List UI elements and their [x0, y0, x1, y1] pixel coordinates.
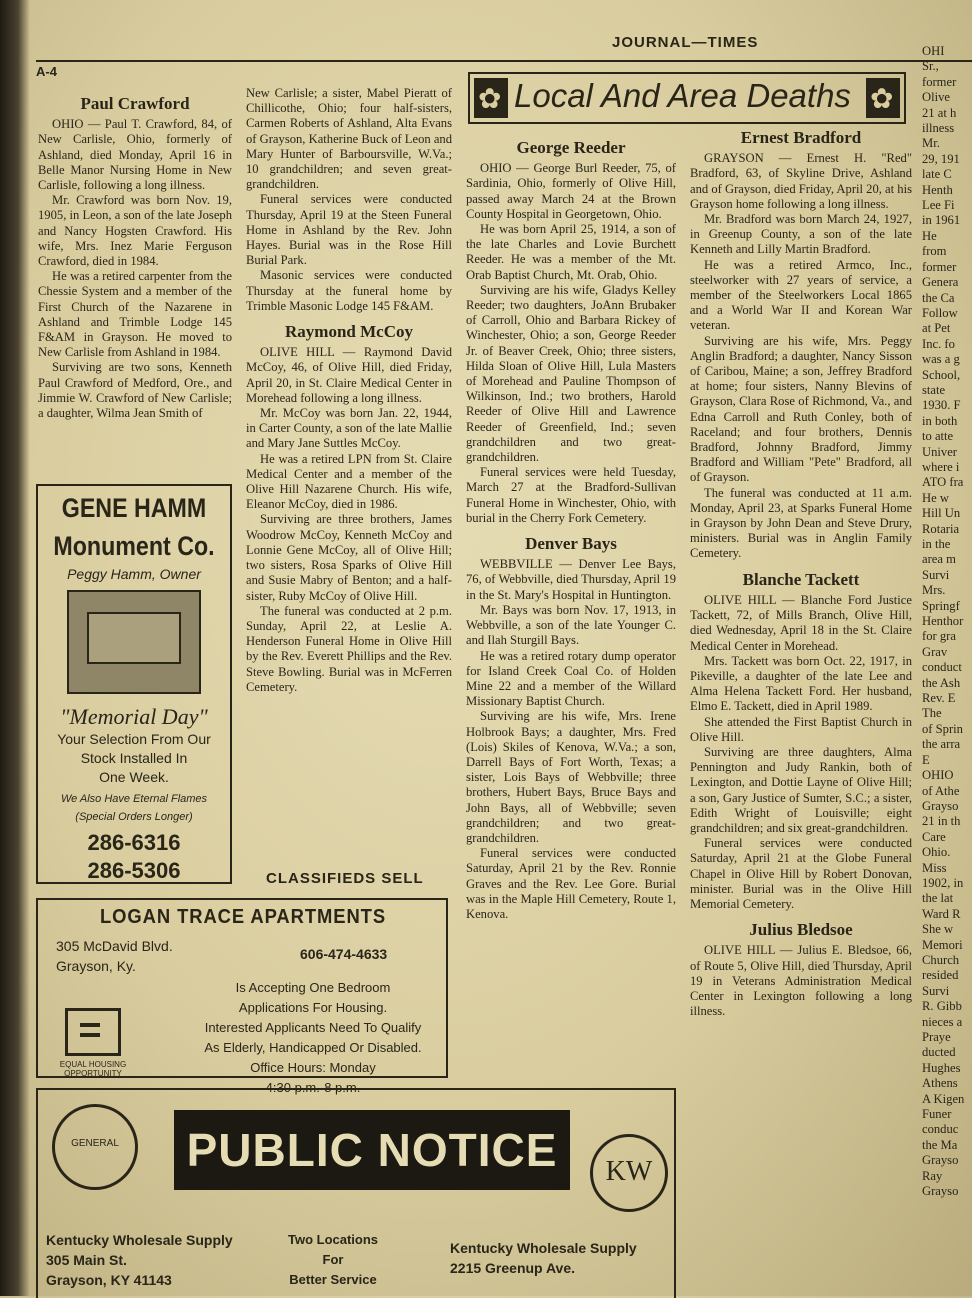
obituary-text: Mr. Crawford was born Nov. 19, 1905, in Leon, a son of the late Joseph and Nancy Hogsten Crawford. His wife, Mrs. Inez Marie Ferguson Crawford, died in 1984.: [38, 193, 232, 269]
obituary-name: Denver Bays: [525, 534, 617, 554]
obituary-name: Paul Crawford: [80, 94, 190, 113]
column-5-line: R. Gibb: [922, 999, 962, 1014]
column-3: [466, 136, 676, 922]
obituary-name: Julius Bledsoe: [749, 920, 853, 940]
column-5-line: Survi: [922, 983, 950, 998]
column-5-fragment: [922, 44, 972, 1296]
obituary-text: He was a retired carpenter from the Chessie System and a member of the First Church of the Nazarene in Ashland and Trimble Lodge 145 F&AM in Grayson. He moved to New Carlisle from Ashland in 1984.: [38, 269, 232, 360]
obituary-text: Funeral services were conducted Saturday, April 21 by the Rev. Ronnie Graves and the Rev. Lee Gore. Burial was in the Maple Hill Cemetery, Route 1, Kenova.: [466, 846, 676, 921]
column-5-line: Univer: [922, 444, 957, 459]
column-5-line: Grayso: [922, 1184, 959, 1199]
column-5-line: from: [922, 244, 947, 259]
column-5-line: A Kigen: [922, 1091, 965, 1106]
column-5-line: Follow: [922, 305, 958, 320]
ad-text: Interested Applicants Need To Qualify: [204, 1020, 422, 1035]
equal-housing-label: EQUAL HOUSING OPPORTUNITY: [59, 1060, 127, 1078]
column-1: [38, 92, 232, 421]
ad-text: Kentucky Wholesale Supply: [46, 1232, 233, 1248]
column-5-line: Funer: [922, 1107, 952, 1122]
ad-text: Your Selection From Our: [57, 731, 211, 747]
obituary-text: OHIO — Paul T. Crawford, 84, of New Carlisle, Ohio, formerly of Ashland, died Monday, April 16 in Belle Manor Nursing Home in New Carlisle, following a long illness.: [38, 117, 232, 193]
obituary-name: George Reeder: [516, 138, 626, 157]
column-5-line: was a g: [922, 352, 960, 367]
ad-text: (Special Orders Longer): [75, 811, 193, 823]
section-header: [468, 72, 906, 124]
column-5-line: area m: [922, 552, 956, 567]
obituary-text: The funeral was conducted at 11 a.m. Monday, April 23, at Sparks Funeral Home in Grayson by John Dean and Steve Drury, ministers. Burial was in Anglin Family Cemetery.: [690, 485, 912, 561]
flower-ornament-icon: [474, 78, 508, 118]
headstone-image: [67, 590, 201, 694]
ad-text: We Also Have Eternal Flames: [60, 793, 208, 805]
obituary-text: Masonic services were conducted Thursday at the funeral home by Trimble Masonic Lodge 145 F&AM.: [246, 268, 452, 313]
ad-text: Is Accepting One Bedroom: [235, 980, 391, 995]
column-5-line: to atte: [922, 429, 954, 444]
logan-trace-ad: [36, 898, 448, 1095]
column-5-line: where i: [922, 459, 960, 474]
column-5-line: Hill Un: [922, 506, 961, 521]
column-5-line: in the: [922, 537, 951, 551]
ad-text: 305 Main St.: [46, 1252, 127, 1268]
ad-business-name: GENE HAMM: [61, 493, 207, 523]
page-number: A-4: [36, 64, 57, 79]
column-5-line: for gra: [922, 629, 956, 644]
column-5-line: Grav: [922, 644, 948, 659]
ad-owner: Peggy Hamm, Owner: [67, 566, 201, 582]
column-5-line: Miss: [922, 860, 947, 875]
obituary-text: She attended the First Baptist Church in Olive Hill.: [690, 714, 912, 744]
column-5-line: the Ma: [922, 1137, 958, 1152]
column-5-line: resided: [922, 968, 959, 983]
ad-text: Applications For Housing.: [238, 1000, 388, 1015]
column-5-line: Memori: [922, 937, 963, 952]
column-5-line: Olive: [922, 90, 950, 105]
column-5-line: Rev. E: [922, 691, 956, 706]
obituary-text: New Carlisle; a sister, Mabel Pieratt of Chillicothe, Ohio; four half-sisters, Carmen Roberts of Ashland, Alta Evans of Grayson, Katherine Buck of Leon and Mary Hunter of Barboursville, W.Va.; 10 grandchildren; and seven great-grandchildren.: [246, 86, 452, 192]
ad-text: Better Service: [289, 1272, 377, 1287]
obituary-text: GRAYSON — Ernest H. "Red" Bradford, 63, of Skyline Drive, Ashland and of Grayson, died Friday, April 20, at his Grayson home following a long illness.: [690, 151, 912, 211]
ad-text: As Elderly, Handicapped Or Disabled.: [204, 1040, 422, 1055]
column-5-line: Grayso: [922, 1153, 959, 1168]
column-5-line: conduc: [922, 1122, 959, 1137]
obituary-text: The funeral was conducted at 2 p.m. Sunday, April 22, at Leslie A. Henderson Funeral Home in Olive Hill by the Rev. Everett Phillips and the Rev. Steve Bowling. Burial was in McFerren Cemetery.: [246, 603, 452, 694]
ad-locations-banner: [288, 1230, 378, 1290]
flower-ornament-icon: [866, 78, 900, 118]
column-2: [246, 86, 452, 695]
column-5-line: Henth: [922, 182, 953, 197]
column-5-line: ATO fra: [922, 475, 964, 490]
ad-tagline: "Memorial Day": [60, 704, 208, 729]
ad-address: [56, 936, 173, 976]
classifieds-sell-label: CLASSIFIEDS SELL: [266, 870, 424, 887]
obituary-name: Raymond McCoy: [285, 322, 413, 342]
column-5-line: Grayso: [922, 798, 959, 813]
ad-address-line: 305 McDavid Blvd.: [56, 938, 173, 954]
column-5-line: Genera: [922, 275, 959, 290]
masthead: JOURNAL—TIMES: [612, 34, 759, 51]
column-5-line: He: [922, 228, 937, 243]
column-5-line: 21 at h: [922, 105, 957, 120]
ad-text: Kentucky Wholesale Supply: [450, 1240, 637, 1256]
obituary-text: Mr. Bradford was born March 24, 1927, in Greenup County, a son of the late Kenneth and Lilly Martin Bradford.: [690, 212, 912, 257]
obituary-name: Blanche Tackett: [742, 569, 860, 589]
ad-business-name: Monument Co.: [53, 531, 215, 561]
ad-text: Grayson, KY 41143: [46, 1272, 172, 1288]
column-5-line: 1902, in: [922, 875, 964, 890]
column-5-line: 29, 191: [922, 151, 960, 166]
column-5-line: OHIO: [922, 768, 954, 783]
ad-text: One Week.: [99, 769, 169, 785]
obituary-text: He was a retired Armco, Inc., steelworker with 27 years of service, a member of the Steelworkers Local 1865 and a World War II and Korean War veteran.: [690, 257, 912, 333]
column-5-line: of Sprin: [922, 721, 963, 736]
obituary-text: Surviving are his wife, Mrs. Irene Holbrook Bays; a daughter, Mrs. Fred (Lois) Skiles of Kenova, W.Va.; a son, Darrell Bays of Fort Worth, Texas; a sister, Lois Bays of Webbville; three brothers, Hubert Bays, Bruce Bays and John Bays, all of Webbville; seven grandchildren; and two great-grandchildren.: [466, 709, 676, 845]
obituary-text: OLIVE HILL — Raymond David McCoy, 46, of Olive Hill, died Friday, April 20, in St. Claire Medical Center in Morehead following a long illness.: [246, 345, 452, 405]
column-5-line: He w: [922, 490, 949, 505]
column-5-line: state: [922, 382, 946, 397]
ad-text: 2215 Greenup Ave.: [450, 1260, 576, 1276]
column-5-line: Sr.,: [922, 59, 939, 74]
column-5-line: Hughes: [922, 1060, 961, 1075]
column-5-line: Ward R: [922, 906, 961, 921]
column-5-line: former: [922, 74, 957, 89]
obituary-text: WEBBVILLE — Denver Lee Bays, 76, of Webbville, died Thursday, April 19 in the St. Mary's Hospital in Huntington.: [466, 557, 676, 602]
obituary-text: He was born April 25, 1914, a son of the late Charles and Lovie Burchett Reeder. He was a member of the Mt. Orab Baptist Church, Mt. Orab, Ohio.: [466, 222, 676, 282]
obituary-text: Surviving are three brothers, James Woodrow McCoy, Kenneth McCoy and Lonnie Gene McCoy, all of Olive Hill; two sisters, Rosa Sparks of Olive Hill and Susie Mabry of Benton; and a half-sister, Ruby McCoy of Olive Hill.: [246, 512, 452, 603]
supply-company-logo: GENERAL: [52, 1104, 138, 1190]
column-4: [690, 126, 912, 1019]
obituary-text: He was a retired LPN from St. Claire Medical Center and a member of the Olive Hill Nazarene Church. His wife, Eleanor McCoy, died in 1986.: [246, 451, 452, 512]
ad-text: Office Hours: Monday: [250, 1060, 376, 1075]
house-icon: [65, 1008, 121, 1056]
column-5-line: Henthor: [922, 614, 964, 629]
column-5-line: in both: [922, 413, 958, 428]
column-5-line: of Athe: [922, 783, 960, 798]
obituary-text: He was a retired rotary dump operator for Island Creek Coal Co. of Holden Mine 22 and a member of the Willard Missionary Baptist Church.: [466, 648, 676, 709]
page-edge-shadow: [0, 0, 30, 1296]
obituary-text: Mr. McCoy was born Jan. 22, 1944, in Carter County, a son of the late Mallie and Mary Jane Suttles McCoy.: [246, 406, 452, 451]
section-title: Local And Area Deaths: [514, 77, 851, 114]
obituary-text: Funeral services were held Tuesday, March 27 at the Bradford-Sullivan Funeral Home in Winchester, Ohio, with burial in the Cherry Fork Cemetery.: [466, 465, 676, 525]
column-5-line: 21 in th: [922, 814, 961, 829]
column-5-line: Inc. fo: [922, 336, 955, 351]
ad-text: Two Locations: [288, 1232, 379, 1247]
obituary-text: Surviving are three daughters, Alma Pennington and Judy Rankin, both of Lexington, and Dottie Layne of Olive Hill; a son, Gary Justice of Sumter, S.C.; a sister, Edith Wright of Louisville; eight grandchildren; and six great-grandchildren.: [690, 744, 912, 835]
column-5-line: E: [922, 752, 930, 767]
column-5-line: ducted: [922, 1045, 956, 1060]
column-5-line: Lee Fi: [922, 198, 955, 213]
obituary-text: Funeral services were conducted Saturday, April 21 at the Globe Funeral Chapel in Olive Hill by Robert Donovan, minister. Burial was in the Olive Hill Memorial Cemetery.: [690, 836, 912, 911]
ad-text: Stock Installed In: [80, 750, 188, 766]
column-5-line: the Ash: [922, 675, 961, 690]
column-5-line: She w: [922, 922, 954, 937]
gene-hamm-ad: [36, 484, 232, 884]
column-5-line: School,: [922, 367, 961, 382]
column-5-line: OHI: [922, 44, 945, 58]
column-5-line: The: [922, 706, 942, 721]
equal-housing-logo: [58, 1008, 128, 1078]
ad-business-name: LOGAN TRACE APARTMENTS: [100, 906, 387, 928]
column-5-line: Ray: [922, 1168, 943, 1183]
column-5-line: Athens: [922, 1076, 958, 1091]
column-5-line: Praye: [922, 1030, 951, 1044]
column-5-line: Mr.: [922, 136, 940, 151]
ad-location-right: [450, 1238, 637, 1278]
column-5-line: nieces a: [922, 1014, 963, 1029]
obituary-text: Surviving are two sons, Kenneth Paul Crawford of Medford, Ore., and Jimmie W. Crawford of New Carlisle; a daughter, Wilma Jean Smith of: [38, 360, 232, 421]
column-5-line: Church: [922, 952, 960, 967]
ad-text: 4:30 p.m.-8 p.m.: [265, 1080, 361, 1095]
public-notice-title: PUBLIC NOTICE: [174, 1110, 570, 1190]
obituary-text: Funeral services were conducted Thursday, April 19 at the Steen Funeral Home in Ashland by the Rev. John Hayes. Burial was in the Rose Hill Burial Park.: [246, 192, 452, 268]
obituary-text: Surviving are his wife, Gladys Kelley Reeder; two daughters, JoAnn Brubaker of Carroll, Ohio and Barbara Rickey of Winchester, Ohio; a son, George Reeder Jr. of Beaver Creek, Ohio; three sisters, Hilda Sloan of Olive Hill, Lula Masters of Morehead and Pauline Thompson of Wilkinson, Ind.; two brothers, Harold Reeder of Olive Hill and Lawrence Reeder of Greenfield, Ind.; seven grandchildren and two great-grandchildren.: [466, 282, 676, 465]
public-notice-ad: [36, 1088, 676, 1298]
column-5-line: the arra: [922, 737, 961, 752]
obituary-text: OLIVE HILL — Blanche Ford Justice Tackett, 72, of Mills Branch, Olive Hill, died Wednesday, April 18 in the St. Claire Medical Center in Morehead.: [690, 592, 912, 653]
column-5-line: Springf: [922, 598, 960, 613]
column-5-line: 1930. F: [922, 398, 961, 413]
ad-phone: 286-6316: [87, 830, 181, 855]
obituary-text: Mr. Bays was born Nov. 17, 1913, in Webbville, a son of the late Younger C. and Ilah Sturgill Bays.: [466, 602, 676, 648]
ad-body: [188, 978, 438, 1098]
column-5-line: former: [922, 259, 957, 274]
column-5-line: Care: [922, 829, 946, 844]
column-5-line: in 1961: [922, 213, 961, 228]
obituary-name: Ernest Bradford: [740, 128, 862, 147]
column-5-line: Survi: [922, 567, 950, 582]
column-5-line: at Pet: [922, 321, 951, 336]
ad-text: For: [322, 1252, 344, 1267]
obituary-text: Surviving are his wife, Mrs. Peggy Anglin Bradford; a daughter, Nancy Sisson of Caribou, Maine; a son, Jeffrey Bradford at home; four sisters, Nanny Blevins of Grayson, Clara Rose of Richmond, Va., and Edna Carroll and Ruth Conley, both of Raceland; and four brothers, Dennis Bradford, Johnny Bradford, Jimmy Bradford and William "Pete" Bradford, all of Grayson.: [690, 333, 912, 485]
ad-location-left: [46, 1230, 233, 1290]
column-5-line: Rotaria: [922, 521, 960, 536]
top-rule: [36, 60, 972, 62]
column-5-line: the lat: [922, 891, 954, 906]
ad-address-line: Grayson, Ky.: [56, 958, 136, 974]
column-5-line: Ohio.: [922, 845, 951, 860]
obituary-text: OHIO — George Burl Reeder, 75, of Sardinia, Ohio, formerly of Olive Hill, passed away March 24 at the Brown County Hospital in Georgetown, Ohio.: [466, 161, 676, 221]
kw-logo: KW: [590, 1134, 668, 1212]
column-5-line: late C: [922, 167, 952, 182]
ad-phone: 286-5306: [87, 858, 181, 883]
column-5-line: Mrs.: [922, 583, 946, 598]
column-5-line: illness: [922, 121, 955, 136]
column-5-line: conduct: [922, 660, 962, 675]
ad-phone: 606-474-4633: [300, 946, 388, 962]
obituary-text: OLIVE HILL — Julius E. Bledsoe, 66, of Route 5, Olive Hill, died Thursday, April 19 in Veterans Administration Medical Center in Lexington following a long illness.: [690, 943, 912, 1019]
obituary-text: Mrs. Tackett was born Oct. 22, 1917, in Pikeville, a daughter of the late Lee and Alma Helena Tackett Ford. Her husband, Elmo E. Tackett, died in April 1989.: [690, 653, 912, 714]
column-5-line: the Ca: [922, 290, 955, 305]
